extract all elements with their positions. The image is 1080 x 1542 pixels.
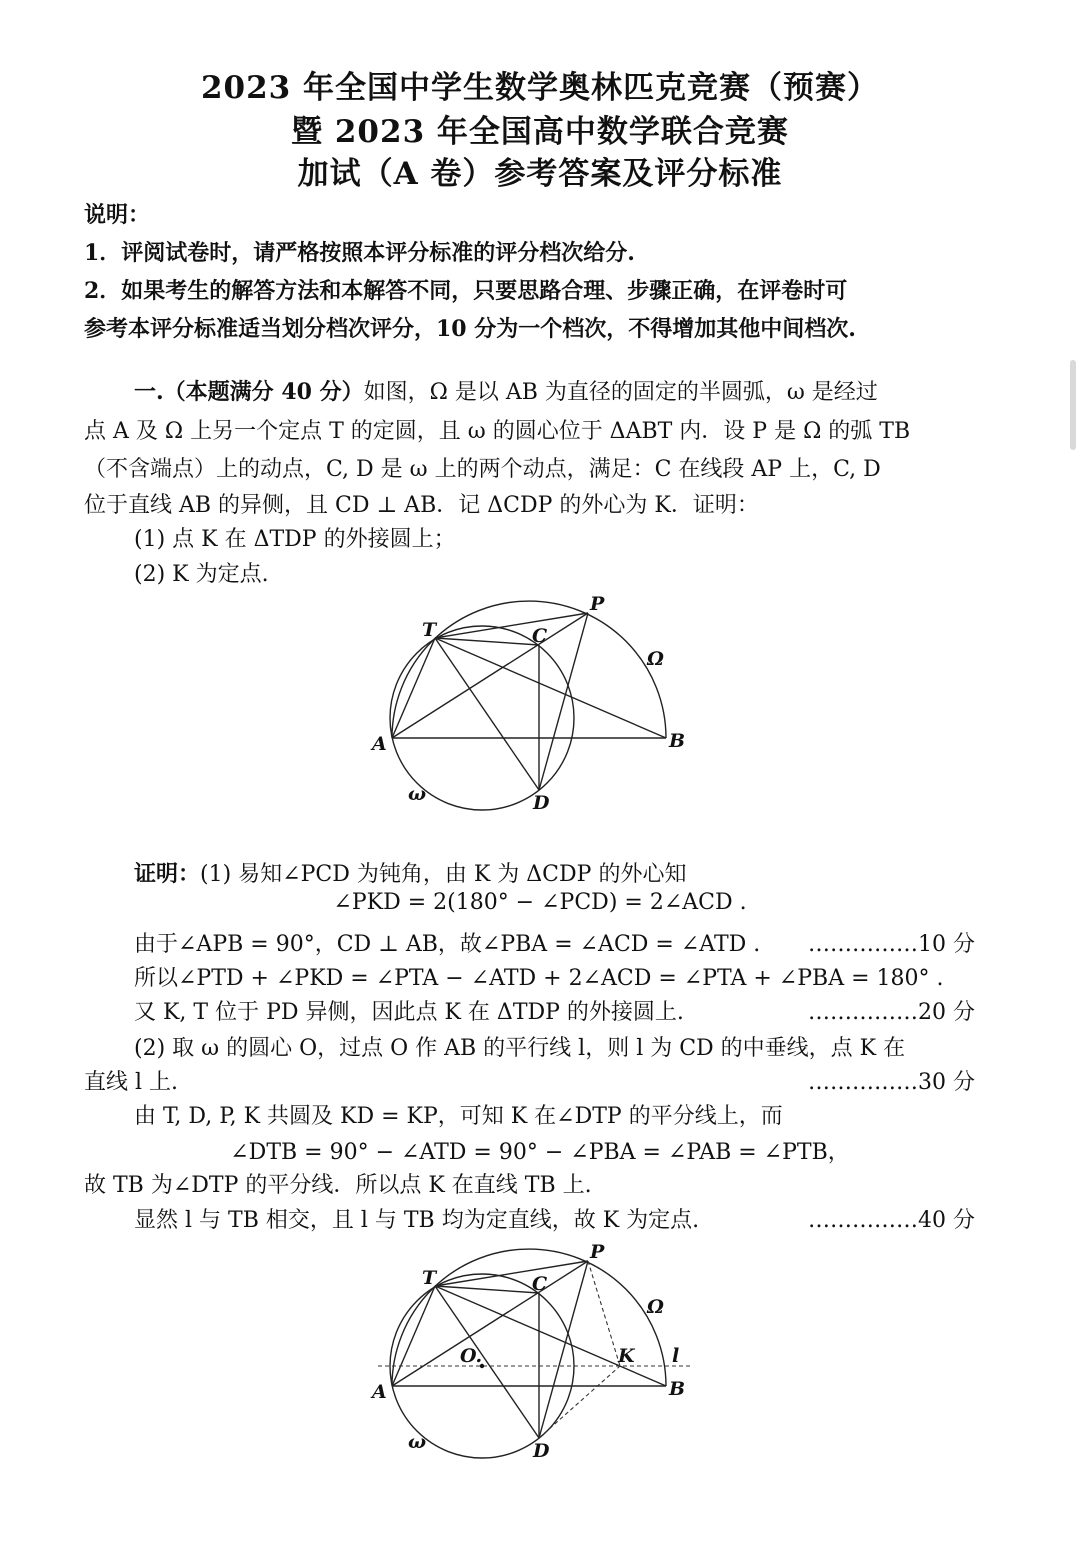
label-a: A bbox=[372, 733, 387, 755]
note-item-2-line-2: 参考本评分标准适当划分档次评分，10 分为一个档次，不得增加其他中间档次. bbox=[84, 316, 856, 342]
scrollbar[interactable] bbox=[1070, 360, 1076, 450]
score-30: ……………30 分 bbox=[808, 1070, 975, 1095]
problem-part-2: (2) K 为定点. bbox=[134, 562, 269, 587]
label-c-2: C bbox=[532, 1273, 548, 1295]
proof-line-7: 直线 l 上. bbox=[84, 1070, 179, 1095]
label-b: B bbox=[669, 730, 686, 752]
proof-line-11: 显然 l 与 TB 相交，且 l 与 TB 均为定直线，故 K 为定点. bbox=[134, 1208, 700, 1233]
label-o: O. bbox=[460, 1345, 483, 1367]
problem-line-1 bbox=[134, 375, 878, 406]
segment-at bbox=[392, 638, 435, 738]
problem-line-1-text: 如图，Ω 是以 AB 为直径的固定的半圆弧，ω 是经过 bbox=[363, 380, 878, 405]
score-20: ……………20 分 bbox=[808, 1000, 975, 1025]
problem-line-4: 位于直线 AB 的异侧，且 CD ⊥ AB．记 ΔCDP 的外心为 K．证明： bbox=[84, 493, 759, 518]
segment-tp-2 bbox=[435, 1261, 588, 1286]
segment-at-2 bbox=[392, 1286, 435, 1386]
problem-line-3: （不含端点）上的动点，C, D 是 ω 上的两个动点，满足：C 在线段 AP 上，C, D bbox=[84, 457, 881, 482]
label-d: D bbox=[533, 792, 550, 814]
proof-line-1-text: (1) 易知∠PCD 为钝角，由 K 为 ΔCDP 的外心知 bbox=[200, 862, 687, 887]
segment-pk-dashed bbox=[588, 1261, 620, 1366]
title-line-3: 加试（A 卷）参考答案及评分标准 bbox=[297, 156, 783, 192]
proof-line-6: (2) 取 ω 的圆心 O，过点 O 作 AB 的平行线 l，则 l 为 CD 的中垂线，点 K 在 bbox=[134, 1036, 906, 1061]
proof-line-3: 由于∠APB = 90°，CD ⊥ AB，故∠PBA = ∠ACD = ∠ATD . bbox=[134, 932, 761, 957]
label-d-2: D bbox=[533, 1440, 550, 1462]
figure-1 bbox=[360, 590, 720, 820]
figure-2 bbox=[360, 1238, 720, 1468]
label-k: K bbox=[618, 1345, 635, 1367]
notes-heading: 说明： bbox=[84, 202, 151, 228]
proof-line-9: ∠DTB = 90° − ∠ATD = 90° − ∠PBA = ∠PAB = ∠PTB， bbox=[230, 1140, 850, 1165]
label-omega-small-2: ω bbox=[408, 1431, 427, 1453]
proof-line-1 bbox=[134, 857, 686, 888]
note-item-1: 1．评阅试卷时，请严格按照本评分标准的评分档次给分. bbox=[84, 240, 635, 266]
title-line-2: 暨 2023 年全国高中数学联合竞赛 bbox=[291, 114, 789, 150]
segment-dk-dashed bbox=[539, 1366, 620, 1438]
note-item-2-line-1: 2．如果考生的解答方法和本解答不同，只要思路合理、步骤正确，在评卷时可 bbox=[84, 278, 848, 304]
label-omega-big-2: Ω bbox=[647, 1296, 664, 1318]
label-omega-big: Ω bbox=[647, 648, 664, 670]
problem-part-1: (1) 点 K 在 ΔTDP 的外接圆上； bbox=[134, 527, 456, 552]
label-l: l bbox=[672, 1345, 680, 1367]
score-10: ……………10 分 bbox=[808, 932, 975, 957]
label-t: T bbox=[422, 619, 437, 641]
proof-line-8: 由 T, D, P, K 共圆及 KD = KP，可知 K 在∠DTP 的平分线上，而 bbox=[134, 1104, 783, 1129]
segment-tc bbox=[435, 638, 539, 645]
label-p-2: P bbox=[590, 1241, 605, 1263]
score-40: ……………40 分 bbox=[808, 1208, 975, 1233]
proof-line-10: 故 TB 为∠DTP 的平分线．所以点 K 在直线 TB 上. bbox=[84, 1173, 592, 1198]
label-p: P bbox=[590, 593, 605, 615]
label-omega-small: ω bbox=[408, 783, 427, 805]
title-line-1: 2023 年全国中学生数学奥林匹克竞赛（预赛） bbox=[200, 70, 880, 106]
proof-line-5: 又 K, T 位于 PD 异侧，因此点 K 在 ΔTDP 的外接圆上. bbox=[134, 1000, 684, 1025]
label-t-2: T bbox=[422, 1267, 437, 1289]
proof-line-2: ∠PKD = 2(180° − ∠PCD) = 2∠ACD . bbox=[333, 890, 747, 915]
label-b-2: B bbox=[669, 1378, 686, 1400]
segment-tp bbox=[435, 613, 588, 638]
proof-head: 证明： bbox=[134, 861, 201, 887]
problem-head: 一.（本题满分 40 分） bbox=[134, 379, 364, 405]
problem-line-2: 点 A 及 Ω 上另一个定点 T 的定圆，且 ω 的圆心位于 ΔABT 内．设 P 是 Ω 的弧 TB bbox=[84, 419, 911, 444]
label-a-2: A bbox=[372, 1381, 387, 1403]
proof-line-4: 所以∠PTD + ∠PKD = ∠PTA − ∠ATD + 2∠ACD = ∠PTA + ∠PBA = 180° . bbox=[134, 966, 944, 991]
segment-tc-2 bbox=[435, 1286, 539, 1293]
label-c: C bbox=[532, 625, 548, 647]
